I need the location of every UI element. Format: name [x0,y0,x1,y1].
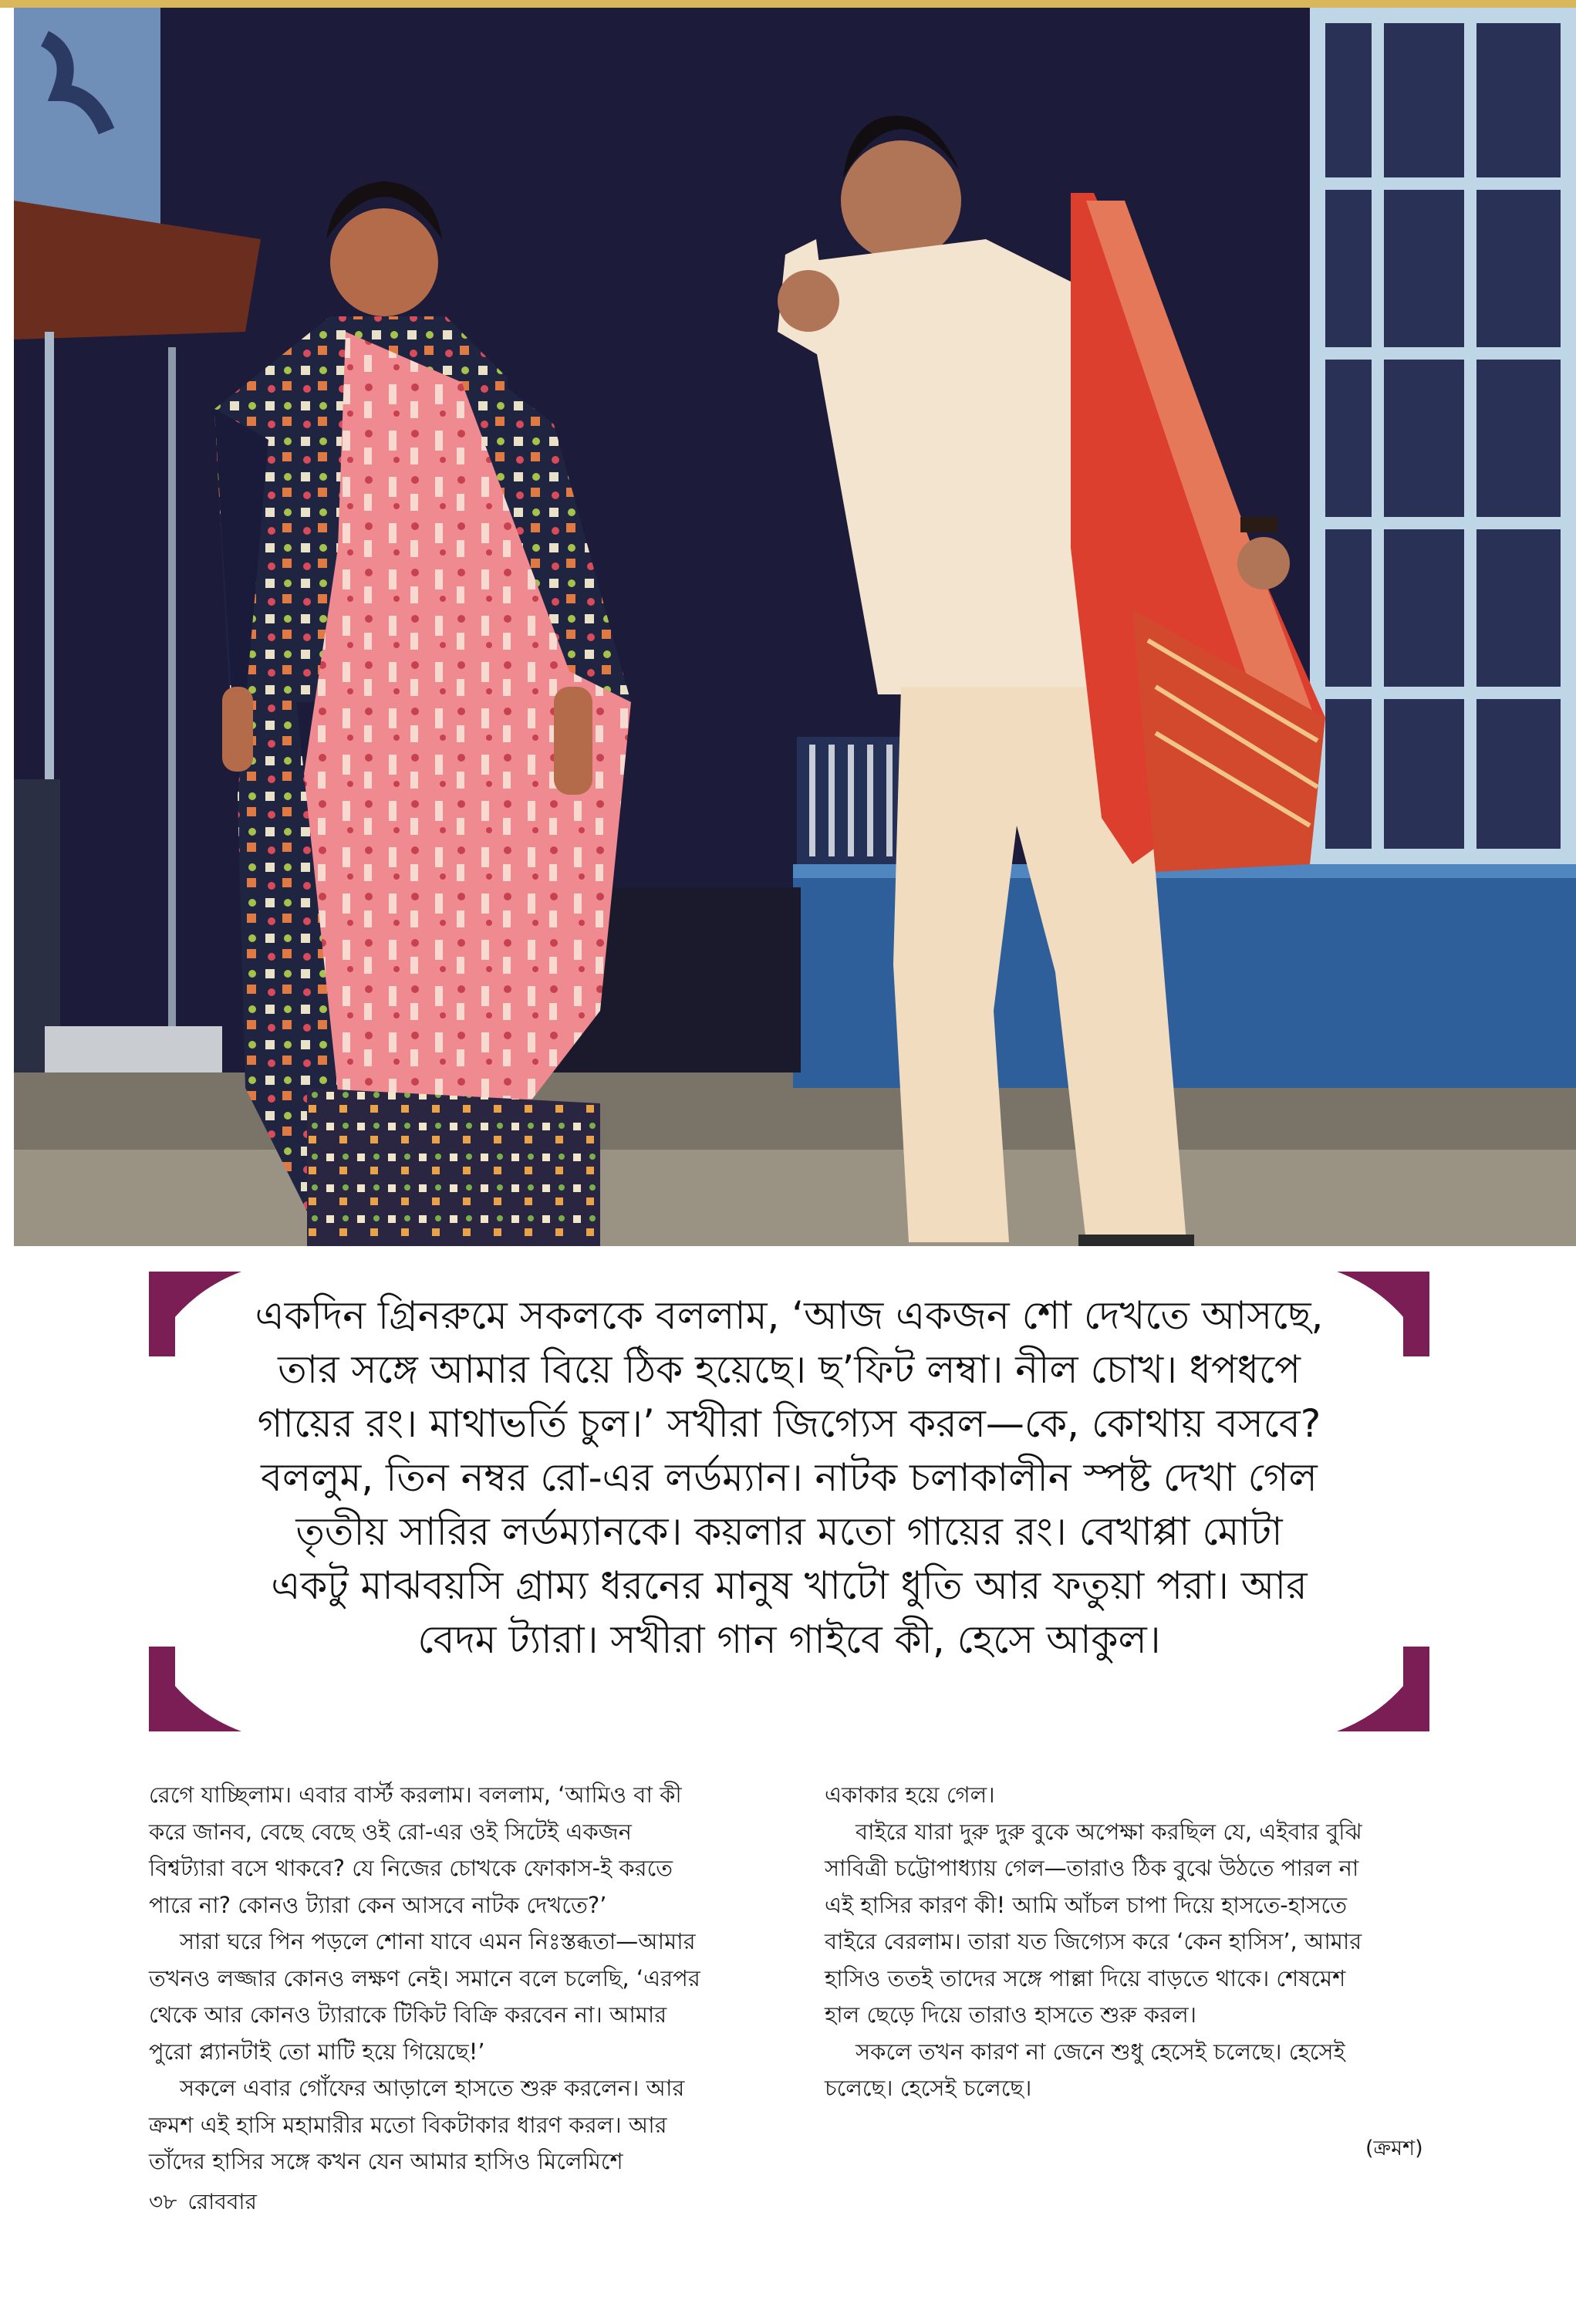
body-line: সকলে তখন কারণ না জেনে শুধু হেসেই চলেছে। হেসেই [855,2038,1345,2065]
body-line: রেগে যাচ্ছিলাম। এবার বার্স্ট করলাম। বললাম, ‘আমিও বা কী [149,1782,682,1808]
body-line: সকলে এবার গোঁফের আড়ালে হাসতে শুরু করলেন। আর [180,2075,685,2101]
page-number: ৩৮ [149,2189,177,2214]
page-footer [149,2185,268,2221]
body-column-right [825,1777,1449,2107]
body-line: করে জানব, বেছে বেছে ওই রো-এর ওই সিটেই একজন [149,1818,632,1845]
stage-photograph [14,8,1576,1246]
body-line: পুরো প্ল্যানটাই তো মাটি হয়ে গিয়েছে!’ [149,2038,485,2065]
pull-quote-line: বললুম, তিন নম্বর রো-এর লর্ডম্যান। নাটক চলাকালীন স্পষ্ট দেখা গেল [261,1455,1318,1500]
pull-quote-line: গায়ের রং। মাথাভর্তি চুল।’ সখীরা জিগ্যেস করল—কে, কোথায় বসবে? [257,1401,1321,1446]
top-color-stripe [0,0,1576,8]
body-line: তখনও লজ্জার কোনও লক্ষণ নেই। সমানে বলে চলেছি, ‘এরপর [149,1964,700,1991]
magazine-name: রোববার [187,2189,257,2214]
pull-quote-line: একদিন গ্রিনরুমে সকলকে বললাম, ‘আজ একজন শো দেখতে আসছে, [255,1293,1324,1338]
body-line: তাঁদের হাসির সঙ্গে কখন যেন আমার হাসিও মিলেমিশে [149,2148,623,2174]
continued-marker: (ক্রমশ) [1365,2137,1423,2160]
body-line: সাবিত্রী চট্টোপাধ্যায় গেল—তারাও ঠিক বুঝে উঠতে পারল না [825,1855,1359,1881]
body-line: সারা ঘরে পিন পড়লে শোনা যাবে এমন নিঃস্তব্ধতা—আমার [180,1928,696,1954]
body-line: ক্রমশ এই হাসি মহামারীর মতো বিকটাকার ধারণ করল। আর [149,2111,667,2138]
body-line: থেকে আর কোনও ট্যারাকে টিকিট বিক্রি করবেন না। আমার [149,2001,667,2028]
body-line: হাল ছেড়ে দিয়ে তারাও হাসতে শুরু করল। [825,2001,1197,2028]
body-line: চলেছে। হেসেই চলেছে। [825,2075,1032,2101]
pull-quote-line: একটু মাঝবয়সি গ্রাম্য ধরনের মানুষ খাটো ধুতি আর ফতুয়া পরা। আর [271,1563,1308,1608]
body-line: এই হাসির কারণ কী! আমি আঁচল চাপা দিয়ে হাসতে-হাসতে [825,1891,1347,1918]
body-line: বাইরে বেরলাম। তারা যত জিগ্যেস করে ‘কেন হাসিস’, আমার [825,1928,1362,1954]
body-column-left [149,1777,774,2180]
pull-quote [149,1272,1429,1731]
body-line: হাসিও ততই তাদের সঙ্গে পাল্লা দিয়ে বাড়তে থাকে। শেষমেশ [825,1964,1346,1991]
body-line: বাইরে যারা দুরু দুরু বুকে অপেক্ষা করছিল যে, এইবার বুঝি [855,1818,1362,1845]
pull-quote-line: তার সঙ্গে আমার বিয়ে ঠিক হয়েছে। ছ’ফিট লম্বা। নীল চোখ। ধপধপে [278,1347,1301,1392]
body-line: বিশ্বট্যারা বসে থাকবে? যে নিজের চোখকে ফোকাস-ই করতে [149,1855,673,1881]
pull-quote-line: তৃতীয় সারির লর্ডম্যানকে। কয়লার মতো গায়ের রং। বেখাপ্পা মোটা [295,1509,1283,1554]
body-line: পারে না? কোনও ট্যারা কেন আসবে নাটক দেখতে?’ [149,1891,607,1918]
body-line: একাকার হয়ে গেল। [825,1782,995,1808]
pull-quote-line: বেদম ট্যারা। সখীরা গান গাইবে কী, হেসে আকুল। [417,1617,1161,1662]
